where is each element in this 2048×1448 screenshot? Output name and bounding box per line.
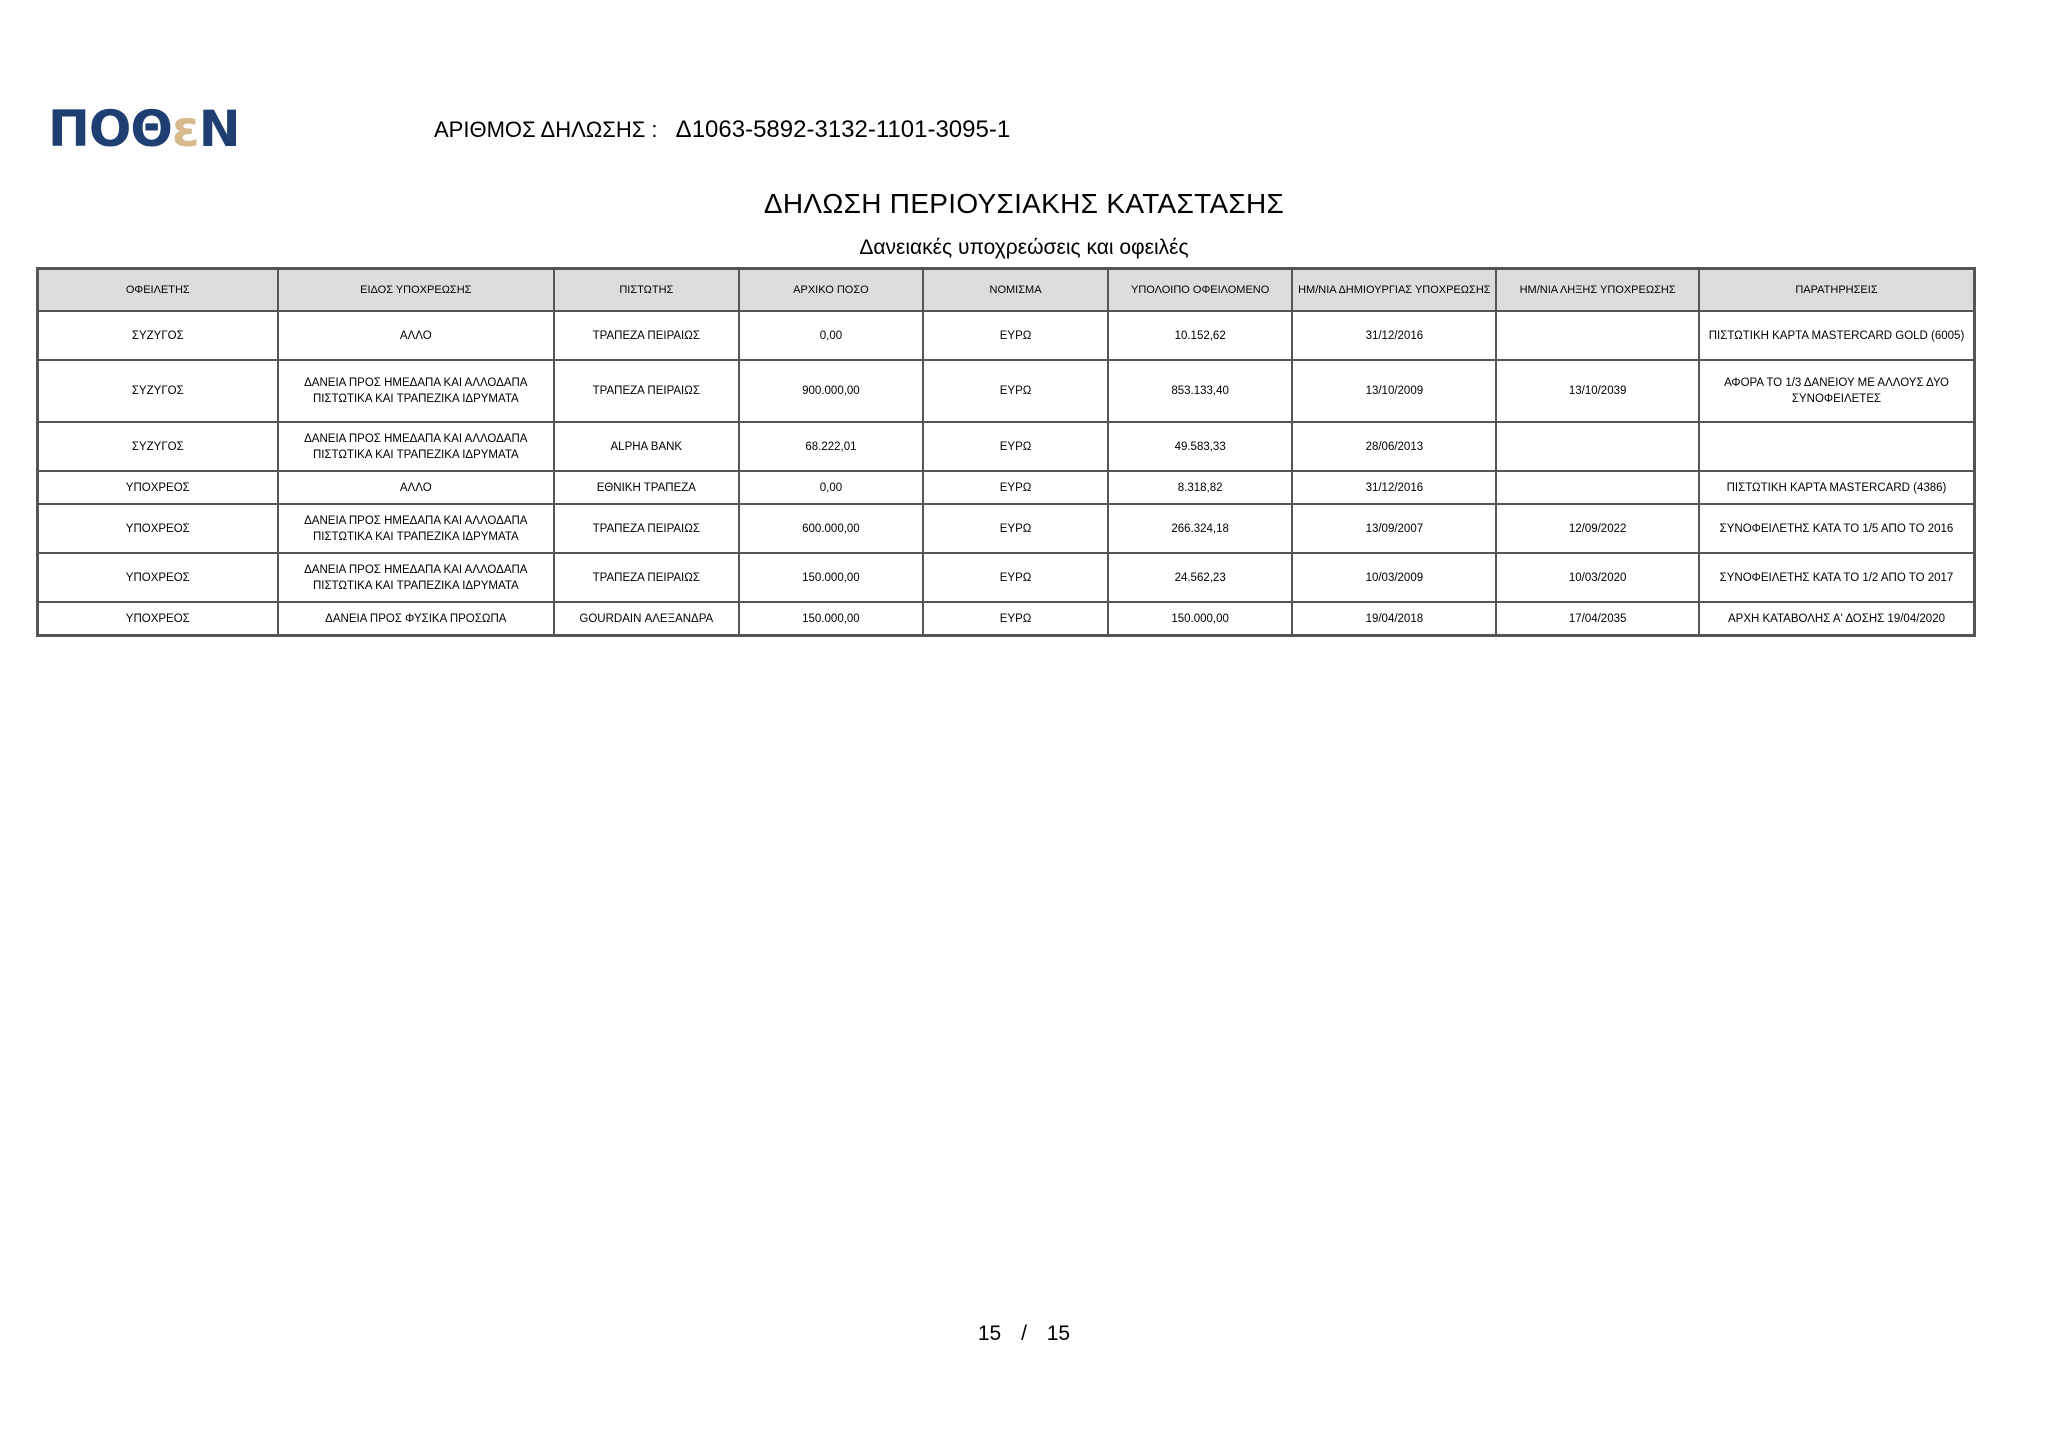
cell-initial-amount: 900.000,00 bbox=[739, 360, 924, 422]
cell-initial-amount: 0,00 bbox=[739, 471, 924, 504]
cell-creditor: ΤΡΑΠΕΖΑ ΠΕΙΡΑΙΩΣ bbox=[554, 504, 739, 553]
table-row bbox=[38, 360, 1975, 422]
cell-outstanding-balance: 10.152,62 bbox=[1108, 311, 1293, 360]
cell-outstanding-balance: 49.583,33 bbox=[1108, 422, 1293, 471]
cell-currency: ΕΥΡΩ bbox=[923, 553, 1108, 602]
cell-outstanding-balance: 24.562,23 bbox=[1108, 553, 1293, 602]
section-subtitle: Δανειακές υποχρεώσεις και οφειλές bbox=[859, 236, 1189, 259]
cell-obligation-type: ΔΑΝΕΙΑ ΠΡΟΣ ΗΜΕΔΑΠΑ ΚΑΙ ΑΛΛΟΔΑΠΑ ΠΙΣΤΩΤΙΚΑ ΚΑΙ ΤΡΑΠΕΖΙΚΑ ΙΔΡΥΜΑΤΑ bbox=[278, 504, 554, 553]
cell-debtor: ΥΠΟΧΡΕΟΣ bbox=[38, 602, 278, 636]
cell-remarks: ΣΥΝΟΦΕΙΛΕΤΗΣ ΚΑΤΑ ΤΟ 1/5 ΑΠΟ ΤΟ 2016 bbox=[1699, 504, 1975, 553]
table-row bbox=[38, 471, 1975, 504]
cell-creditor: ΤΡΑΠΕΖΑ ΠΕΙΡΑΙΩΣ bbox=[554, 553, 739, 602]
cell-creation-date: 19/04/2018 bbox=[1292, 602, 1496, 636]
cell-debtor: ΣΥΖΥΓΟΣ bbox=[38, 422, 278, 471]
cell-debtor: ΣΥΖΥΓΟΣ bbox=[38, 311, 278, 360]
cell-remarks: ΑΦΟΡΑ ΤΟ 1/3 ΔΑΝΕΙΟΥ ΜΕ ΑΛΛΟΥΣ ΔΥΟ ΣΥΝΟΦΕΙΛΕΤΕΣ bbox=[1699, 360, 1975, 422]
cell-remarks: ΑΡΧΗ ΚΑΤΑΒΟΛΗΣ Α' ΔΟΣΗΣ 19/04/2020 bbox=[1699, 602, 1975, 636]
table-header-row bbox=[38, 269, 1975, 312]
logo-text-part3: Ν bbox=[198, 100, 240, 158]
cell-creation-date: 13/09/2007 bbox=[1292, 504, 1496, 553]
cell-obligation-type: ΔΑΝΕΙΑ ΠΡΟΣ ΗΜΕΔΑΠΑ ΚΑΙ ΑΛΛΟΔΑΠΑ ΠΙΣΤΩΤΙΚΑ ΚΑΙ ΤΡΑΠΕΖΙΚΑ ΙΔΡΥΜΑΤΑ bbox=[278, 360, 554, 422]
cell-currency: ΕΥΡΩ bbox=[923, 504, 1108, 553]
cell-currency: ΕΥΡΩ bbox=[923, 422, 1108, 471]
cell-outstanding-balance: 853.133,40 bbox=[1108, 360, 1293, 422]
cell-initial-amount: 0,00 bbox=[739, 311, 924, 360]
cell-creation-date: 13/10/2009 bbox=[1292, 360, 1496, 422]
cell-remarks: ΠΙΣΤΩΤΙΚΗ ΚΑΡΤΑ MASTERCARD GOLD (6005) bbox=[1699, 311, 1975, 360]
logo-text-part2: ε bbox=[171, 100, 199, 158]
table-row bbox=[38, 553, 1975, 602]
cell-remarks: ΣΥΝΟΦΕΙΛΕΤΗΣ ΚΑΤΑ ΤΟ 1/2 ΑΠΟ ΤΟ 2017 bbox=[1699, 553, 1975, 602]
cell-expiry-date: 12/09/2022 bbox=[1496, 504, 1699, 553]
declaration-number-line bbox=[434, 116, 1010, 144]
cell-obligation-type: ΔΑΝΕΙΑ ΠΡΟΣ ΗΜΕΔΑΠΑ ΚΑΙ ΑΛΛΟΔΑΠΑ ΠΙΣΤΩΤΙΚΑ ΚΑΙ ΤΡΑΠΕΖΙΚΑ ΙΔΡΥΜΑΤΑ bbox=[278, 553, 554, 602]
cell-expiry-date bbox=[1496, 422, 1699, 471]
logo bbox=[48, 100, 240, 158]
cell-creation-date: 28/06/2013 bbox=[1292, 422, 1496, 471]
declaration-number: Δ1063-5892-3132-1101-3095-1 bbox=[675, 116, 1011, 143]
column-header-creditor: ΠΙΣΤΩΤΗΣ bbox=[554, 269, 739, 312]
cell-creditor: ΤΡΑΠΕΖΑ ΠΕΙΡΑΙΩΣ bbox=[554, 360, 739, 422]
page-title: ΔΗΛΩΣΗ ΠΕΡΙΟΥΣΙΑΚΗΣ ΚΑΤΑΣΤΑΣΗΣ bbox=[763, 188, 1285, 219]
cell-outstanding-balance: 8.318,82 bbox=[1108, 471, 1293, 504]
cell-debtor: ΣΥΖΥΓΟΣ bbox=[38, 360, 278, 422]
cell-creation-date: 31/12/2016 bbox=[1292, 471, 1496, 504]
cell-expiry-date: 17/04/2035 bbox=[1496, 602, 1699, 636]
cell-obligation-type: ΑΛΛΟ bbox=[278, 311, 554, 360]
cell-remarks bbox=[1699, 422, 1975, 471]
cell-remarks: ΠΙΣΤΩΤΙΚΗ ΚΑΡΤΑ MASTERCARD (4386) bbox=[1699, 471, 1975, 504]
logo-text-part1: ΠΟΘ bbox=[48, 100, 172, 158]
cell-creditor: GOURDAIN ΑΛΕΞΑΝΔΡΑ bbox=[554, 602, 739, 636]
table-row bbox=[38, 504, 1975, 553]
column-header-creation-date: ΗΜ/ΝΙΑ ΔΗΜΙΟΥΡΓΙΑΣ ΥΠΟΧΡΕΩΣΗΣ bbox=[1292, 269, 1496, 312]
cell-currency: ΕΥΡΩ bbox=[923, 360, 1108, 422]
column-header-currency: ΝΟΜΙΣΜΑ bbox=[923, 269, 1108, 312]
cell-initial-amount: 600.000,00 bbox=[739, 504, 924, 553]
cell-expiry-date: 13/10/2039 bbox=[1496, 360, 1699, 422]
table-row bbox=[38, 422, 1975, 471]
column-header-outstanding-balance: ΥΠΟΛΟΙΠΟ ΟΦΕΙΛΟΜΕΝΟ bbox=[1108, 269, 1293, 312]
column-header-remarks: ΠΑΡΑΤΗΡΗΣΕΙΣ bbox=[1699, 269, 1975, 312]
cell-currency: ΕΥΡΩ bbox=[923, 602, 1108, 636]
cell-obligation-type: ΑΛΛΟ bbox=[278, 471, 554, 504]
table-row bbox=[38, 311, 1975, 360]
cell-initial-amount: 68.222,01 bbox=[739, 422, 924, 471]
cell-expiry-date bbox=[1496, 471, 1699, 504]
column-header-initial-amount: ΑΡΧΙΚΟ ΠΟΣΟ bbox=[739, 269, 924, 312]
cell-debtor: ΥΠΟΧΡΕΟΣ bbox=[38, 471, 278, 504]
cell-obligation-type: ΔΑΝΕΙΑ ΠΡΟΣ ΗΜΕΔΑΠΑ ΚΑΙ ΑΛΛΟΔΑΠΑ ΠΙΣΤΩΤΙΚΑ ΚΑΙ ΤΡΑΠΕΖΙΚΑ ΙΔΡΥΜΑΤΑ bbox=[278, 422, 554, 471]
declaration-label: ΑΡΙΘΜΟΣ ΔΗΛΩΣΗΣ : bbox=[434, 117, 658, 142]
cell-initial-amount: 150.000,00 bbox=[739, 602, 924, 636]
cell-obligation-type: ΔΑΝΕΙΑ ΠΡΟΣ ΦΥΣΙΚΑ ΠΡΟΣΩΠΑ bbox=[278, 602, 554, 636]
column-header-debtor: ΟΦΕΙΛΕΤΗΣ bbox=[38, 269, 278, 312]
cell-debtor: ΥΠΟΧΡΕΟΣ bbox=[38, 504, 278, 553]
page-number: 15 / 15 bbox=[977, 1322, 1071, 1345]
column-header-obligation-type: ΕΙΔΟΣ ΥΠΟΧΡΕΩΣΗΣ bbox=[278, 269, 554, 312]
cell-creation-date: 10/03/2009 bbox=[1292, 553, 1496, 602]
cell-expiry-date: 10/03/2020 bbox=[1496, 553, 1699, 602]
cell-expiry-date bbox=[1496, 311, 1699, 360]
cell-currency: ΕΥΡΩ bbox=[923, 311, 1108, 360]
table-row bbox=[38, 602, 1975, 636]
debts-table bbox=[36, 267, 1976, 637]
cell-creation-date: 31/12/2016 bbox=[1292, 311, 1496, 360]
cell-initial-amount: 150.000,00 bbox=[739, 553, 924, 602]
column-header-expiry-date: ΗΜ/ΝΙΑ ΛΗΞΗΣ ΥΠΟΧΡΕΩΣΗΣ bbox=[1496, 269, 1699, 312]
cell-outstanding-balance: 266.324,18 bbox=[1108, 504, 1293, 553]
cell-creditor: ALPHA BANK bbox=[554, 422, 739, 471]
cell-outstanding-balance: 150.000,00 bbox=[1108, 602, 1293, 636]
cell-creditor: ΤΡΑΠΕΖΑ ΠΕΙΡΑΙΩΣ bbox=[554, 311, 739, 360]
cell-creditor: ΕΘΝΙΚΗ ΤΡΑΠΕΖΑ bbox=[554, 471, 739, 504]
cell-currency: ΕΥΡΩ bbox=[923, 471, 1108, 504]
cell-debtor: ΥΠΟΧΡΕΟΣ bbox=[38, 553, 278, 602]
